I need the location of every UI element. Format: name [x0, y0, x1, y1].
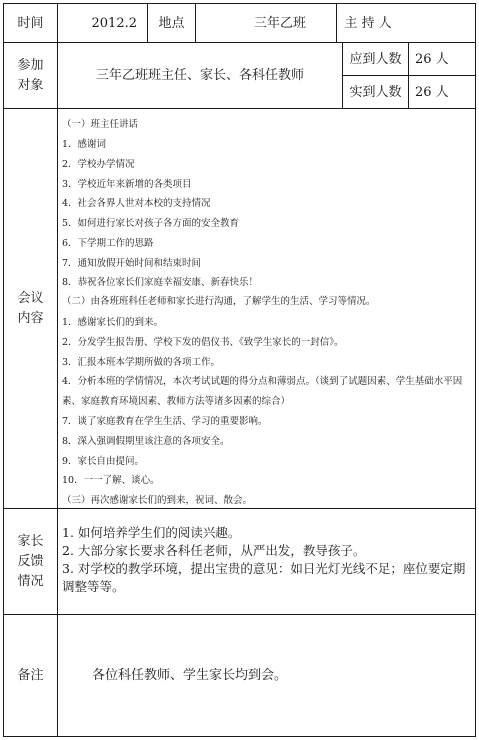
- list-item: 1. 如何培养学生们的阅读兴趣。: [62, 525, 241, 540]
- list-item: 7．通知放假开始时间和结束时间: [62, 258, 202, 269]
- time-value: 2012.2: [91, 15, 137, 31]
- expected-count-value: 26 人: [415, 51, 449, 67]
- remarks-label: 备注: [17, 667, 44, 683]
- place-label: 地点: [158, 15, 185, 31]
- col-divider: [57, 3, 58, 737]
- actual-count-value: 26 人: [415, 84, 449, 100]
- list-item: （一）班主任讲话: [62, 119, 139, 130]
- expected-count-label: 应到人数: [349, 51, 402, 67]
- list-item: 4．社会各界人世对本校的支持情况: [62, 198, 211, 209]
- row-divider: [3, 508, 476, 509]
- list-item: 6．下学期工作的思路: [62, 238, 154, 249]
- list-item: 8．恭祝各位家长们家庭幸福安康、新春快乐！: [62, 277, 259, 288]
- feedback-label: 家长 反馈 情况: [17, 533, 44, 589]
- actual-count-label: 实到人数: [349, 84, 402, 100]
- table-border-bottom: [3, 736, 476, 737]
- list-item: 4．分析本班的学情情况，本次考试试题的得分点和薄弱点。（谈到了试题因素、学生基础水平因素、家庭教育环境因素、教师方法等诸多因素的综合）: [62, 376, 463, 407]
- table-border-right: [475, 3, 476, 737]
- list-item: 9．家长自由提问。: [62, 456, 145, 467]
- list-item: 8．深入强调假期里该注意的各项安全。: [62, 436, 230, 447]
- list-item: 2．分发学生报告册、学校下发的倡仪书、《致学生家长的一封信》。: [62, 337, 344, 348]
- feedback-list: [62, 524, 474, 596]
- attendees-label: 参加 对象: [17, 57, 44, 93]
- list-item: 3．汇报本班本学期所做的各项工作。: [62, 357, 221, 368]
- list-item: 3．学校近年来新增的各类项目: [62, 179, 192, 190]
- list-item: 2. 大部分家长要求各科任老师，从严出发，教导孩子。: [62, 543, 366, 558]
- row-divider: [3, 108, 476, 109]
- list-item: 1．感谢家长们的到来。: [62, 317, 164, 328]
- time-label: 时间: [17, 15, 44, 31]
- list-item: 10．一一了解、谈心。: [62, 475, 160, 486]
- list-item: （二）由各班班科任老师和家长进行沟通，了解学生的生活、学习等情况。: [62, 296, 376, 307]
- list-item: 2．学校办学情况: [62, 159, 135, 170]
- list-item: 5．如何进行家长对孩子各方面的安全教育: [62, 218, 240, 229]
- attendees-value: 三年乙班班主任、家长、各科任教师: [95, 68, 304, 83]
- host-label: 主 持 人: [344, 15, 392, 31]
- list-item: 7．谈了家庭教育在学生生活、学习的重要影响。: [62, 416, 268, 427]
- place-value: 三年乙班: [253, 15, 306, 31]
- row-divider: [3, 614, 476, 615]
- list-item: 3. 对学校的教学环境，提出宝贵的意见：如日光灯光线不足；座位要定期调整等等。: [62, 561, 466, 594]
- list-item: （三）再次感谢家长们的到来，祝词、散会。: [62, 495, 253, 506]
- list-item: 1．感谢词: [62, 139, 107, 150]
- remarks-value: 各位科任教师、学生家长均到会。: [92, 668, 288, 683]
- meeting-content-label: 会议 内容: [17, 290, 44, 326]
